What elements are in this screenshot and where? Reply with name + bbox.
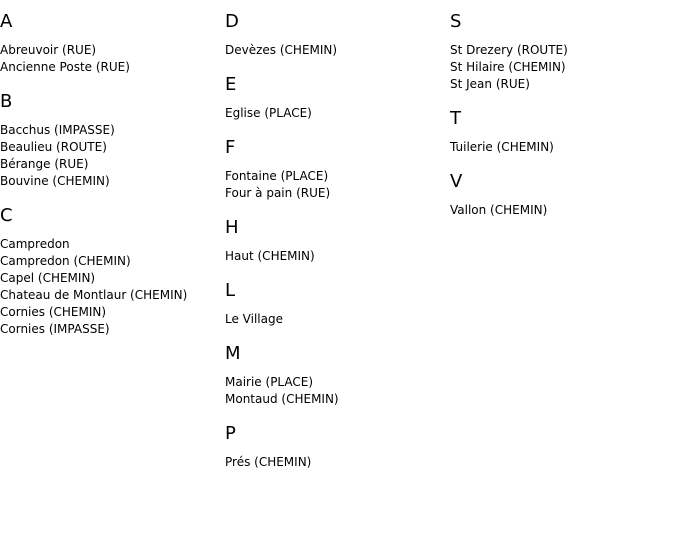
street-list [0, 42, 225, 76]
letter-heading: C [0, 205, 13, 226]
letter-heading: A [0, 11, 13, 32]
street-list [450, 139, 675, 156]
letter-group-p [225, 424, 450, 471]
street-link[interactable]: Haut (CHEMIN) [225, 249, 315, 263]
street-list [450, 42, 675, 93]
street-link[interactable]: Cornies (IMPASSE) [0, 322, 110, 336]
letter-group-d [225, 12, 450, 59]
street-link[interactable]: Devèzes (CHEMIN) [225, 43, 338, 57]
street-link[interactable]: St Drezery (ROUTE) [450, 43, 568, 57]
street-link[interactable]: Chateau de Montlaur (CHEMIN) [0, 288, 188, 302]
street-link[interactable]: Bouvine (CHEMIN) [0, 174, 110, 188]
letter-group-h [225, 218, 450, 265]
letter-heading: M [225, 343, 241, 364]
letter-heading: V [450, 171, 463, 192]
street-list [225, 311, 450, 328]
letter-group-a [0, 12, 225, 76]
street-list [450, 202, 675, 219]
street-link[interactable]: Cornies (CHEMIN) [0, 305, 107, 319]
letter-heading: E [225, 74, 237, 95]
letter-heading: P [225, 423, 236, 444]
street-link[interactable]: Prés (CHEMIN) [225, 455, 312, 469]
street-link[interactable]: Montaud (CHEMIN) [225, 392, 339, 406]
letter-heading: S [450, 11, 462, 32]
street-link[interactable]: Bacchus (IMPASSE) [0, 123, 115, 137]
letter-heading: H [225, 217, 239, 238]
letter-group-v [450, 172, 675, 219]
street-link[interactable]: Beaulieu (ROUTE) [0, 140, 107, 154]
letter-group-e [225, 75, 450, 122]
letter-group-c [0, 206, 225, 338]
street-column-1 [0, 12, 225, 354]
street-column-2 [225, 12, 450, 487]
letter-group-l [225, 281, 450, 328]
letter-group-s [450, 12, 675, 93]
letter-heading: F [225, 137, 236, 158]
street-link[interactable]: Vallon (CHEMIN) [450, 203, 548, 217]
street-link[interactable]: St Jean (RUE) [450, 77, 530, 91]
street-link[interactable]: Campredon (CHEMIN) [0, 254, 131, 268]
street-link[interactable]: Tuilerie (CHEMIN) [450, 140, 554, 154]
street-link[interactable]: St Hilaire (CHEMIN) [450, 60, 566, 74]
letter-heading: T [450, 108, 461, 129]
street-list [225, 168, 450, 202]
street-link[interactable]: Mairie (PLACE) [225, 375, 314, 389]
street-column-3 [450, 12, 675, 235]
letter-group-t [450, 109, 675, 156]
street-list [225, 248, 450, 265]
street-link[interactable]: Eglise (PLACE) [225, 106, 312, 120]
letter-heading: L [225, 280, 236, 301]
letter-group-m [225, 344, 450, 408]
letter-group-b [0, 92, 225, 190]
letter-group-f [225, 138, 450, 202]
letter-heading: B [0, 91, 13, 112]
street-list [225, 374, 450, 408]
street-list [225, 454, 450, 471]
street-list [225, 42, 450, 59]
street-link[interactable]: Four à pain (RUE) [225, 186, 331, 200]
street-list [225, 105, 450, 122]
street-link[interactable]: Abreuvoir (RUE) [0, 43, 97, 57]
street-link[interactable]: Fontaine (PLACE) [225, 169, 329, 183]
street-link[interactable]: Capel (CHEMIN) [0, 271, 96, 285]
letter-heading: D [225, 11, 239, 32]
street-link[interactable]: Campredon [0, 237, 70, 251]
street-link[interactable]: Ancienne Poste (RUE) [0, 60, 130, 74]
street-list [0, 122, 225, 190]
street-list [0, 236, 225, 338]
street-link[interactable]: Le Village [225, 312, 283, 326]
street-link[interactable]: Bérange (RUE) [0, 157, 89, 171]
